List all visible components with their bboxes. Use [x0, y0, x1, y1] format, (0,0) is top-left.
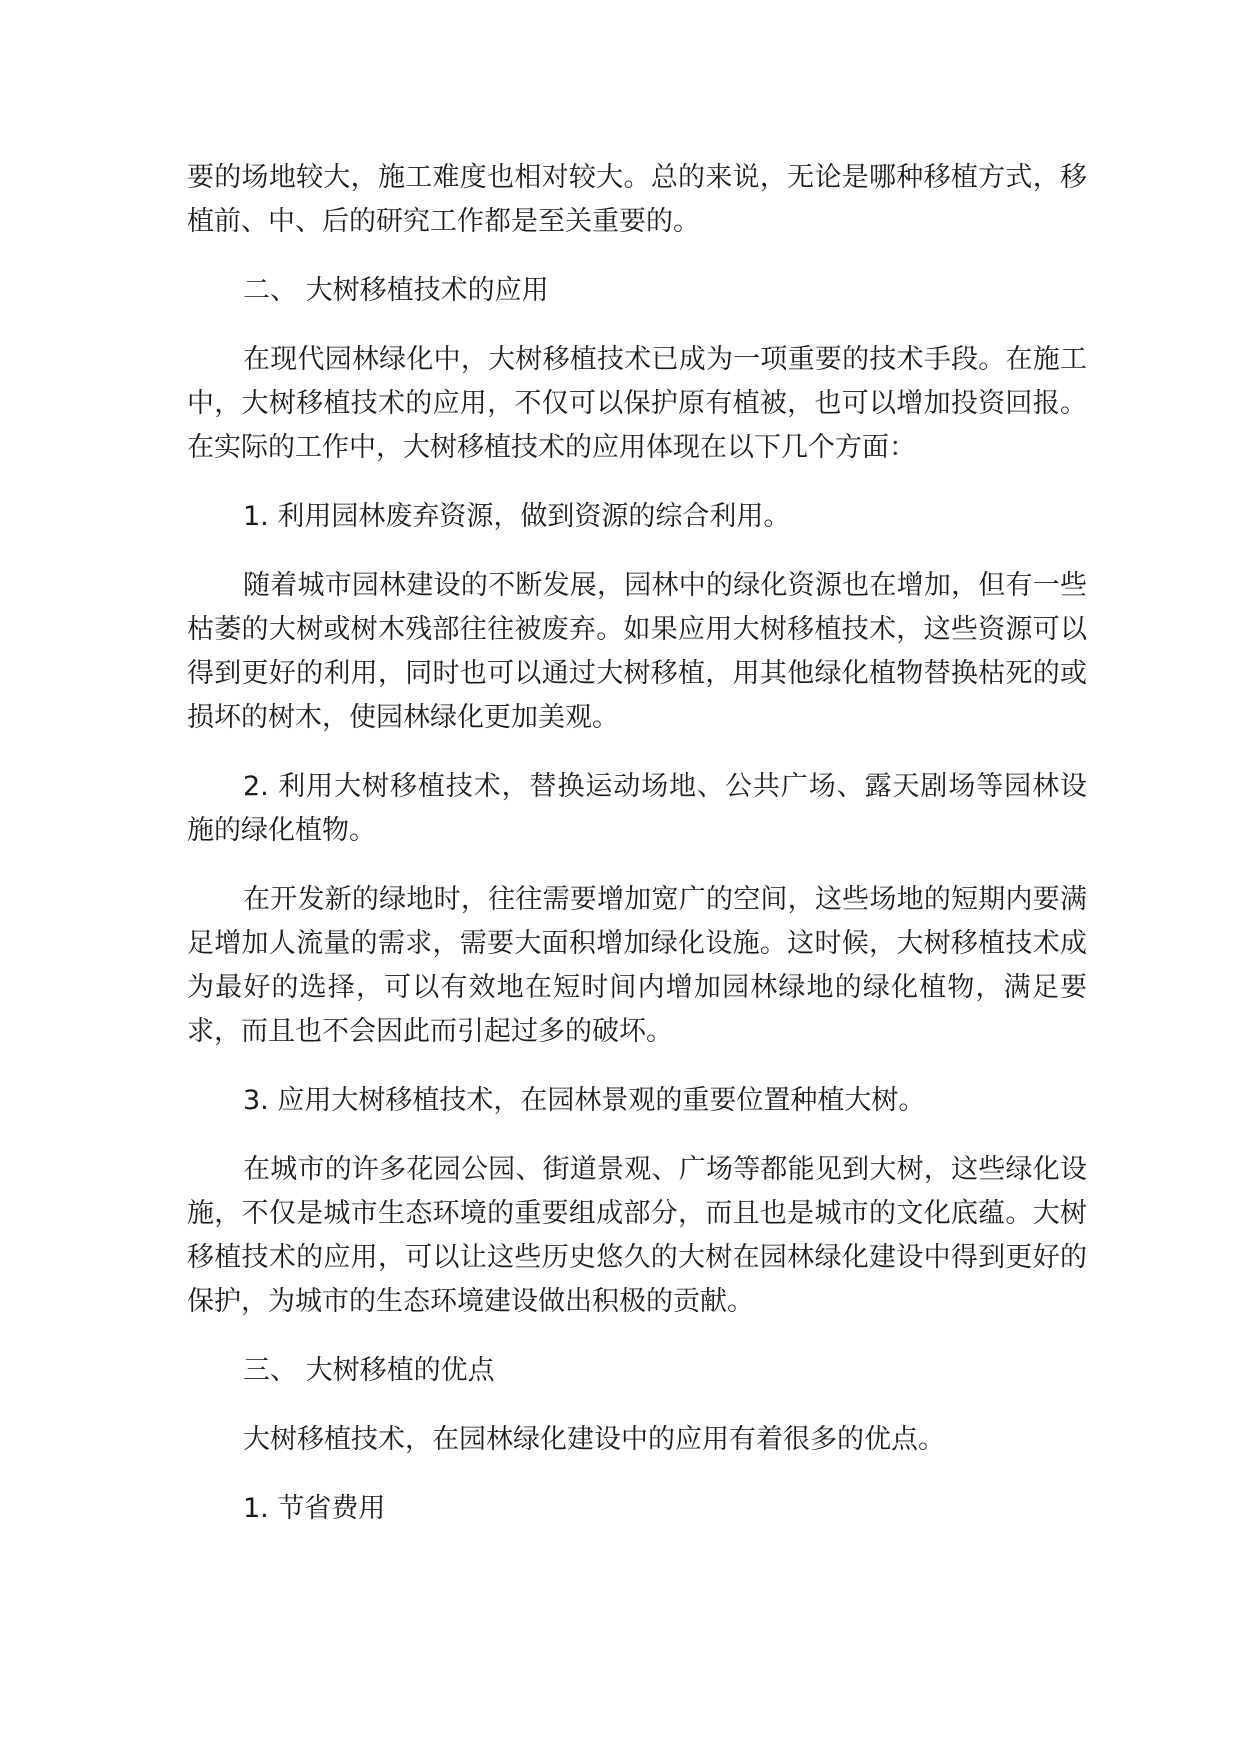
body-paragraph: 要的场地较大，施工难度也相对较大。总的来说，无论是哪种移植方式，移植前、中、后的研究工作都是至关重要的。 [187, 162, 1087, 237]
body-paragraph: 随着城市园林建设的不断发展，园林中的绿化资源也在增加，但有一些枯萎的大树或树木残部往往被废弃。如果应用大树移植技术，这些资源可以得到更好的利用，同时也可以通过大树移植，用其他绿化植物替换枯死的或损坏的树木，使园林绿化更加美观。 [187, 570, 1087, 733]
section-heading: 三、 大树移植的优点 [243, 1355, 495, 1386]
list-item-heading: 3. 应用大树移植技术，在园林景观的重要位置种植大树。 [243, 1085, 926, 1116]
list-item-heading: 2. 利用大树移植技术，替换运动场地、公共广场、露天剧场等园林设施的绿化植物。 [187, 771, 1087, 846]
list-item-heading: 1. 节省费用 [243, 1493, 386, 1524]
body-paragraph: 大树移植技术，在园林绿化建设中的应用有着很多的优点。 [243, 1424, 945, 1455]
body-paragraph: 在现代园林绿化中，大树移植技术已成为一项重要的技术手段。在施工中，大树移植技术的应用，不仅可以保护原有植被，也可以增加投资回报。在实际的工作中，大树移植技术的应用体现在以下几个方面： [187, 344, 1087, 463]
section-heading: 二、 大树移植技术的应用 [243, 275, 549, 306]
body-paragraph: 在开发新的绿地时，往往需要增加宽广的空间，这些场地的短期内要满足增加人流量的需求，需要大面积增加绿化设施。这时候，大树移植技术成为最好的选择，可以有效地在短时间内增加园林绿地的绿化植物，满足要求，而且也不会因此而引起过多的破坏。 [187, 884, 1087, 1047]
document-body [187, 156, 1087, 1556]
body-paragraph: 在城市的许多花园公园、街道景观、广场等都能见到大树，这些绿化设施，不仅是城市生态环境的重要组成部分，而且也是城市的文化底蕴。大树移植技术的应用，可以让这些历史悠久的大树在园林绿化建设中得到更好的保护，为城市的生态环境建设做出积极的贡献。 [187, 1154, 1087, 1317]
list-item-heading: 1. 利用园林废弃资源，做到资源的综合利用。 [243, 501, 791, 532]
